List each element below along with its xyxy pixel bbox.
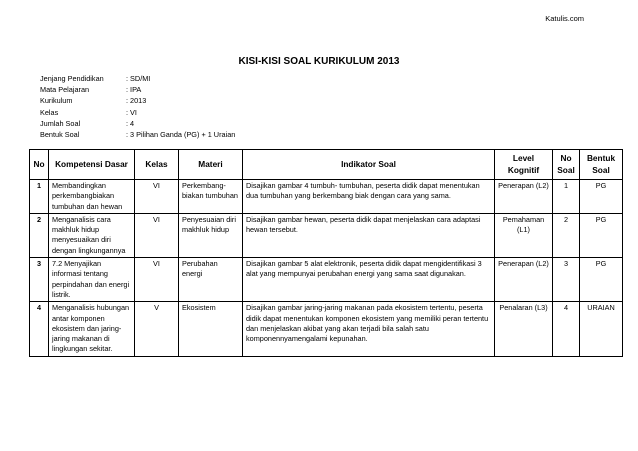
cell-indikator: Disajikan gambar 5 alat elektronik, peserta didik dapat mengidentifikasi 3 alat yang mempunyai perubahan energi yang sama saat digunakan. xyxy=(243,258,495,302)
watermark: Katulis.com xyxy=(545,14,584,23)
meta-label: Jumlah Soal xyxy=(40,118,81,128)
cell-kelas: VI xyxy=(135,258,179,302)
meta-row xyxy=(40,107,235,118)
cell-no-soal: 4 xyxy=(553,302,580,356)
table-row xyxy=(30,258,623,302)
cell-kompetensi: Membandingkan perkembangbiakan tumbuhan dan hewan xyxy=(49,180,135,214)
header-bentuk: Bentuk Soal xyxy=(580,150,623,180)
meta-value: : IPA xyxy=(126,85,142,95)
cell-materi: Perubahan energi xyxy=(179,258,243,302)
meta-label: Kelas xyxy=(40,107,59,117)
table-row xyxy=(30,180,623,214)
cell-no-soal: 2 xyxy=(553,213,580,257)
meta-label: Bentuk Soal xyxy=(40,130,80,140)
cell-materi: Penyesuaian diri makhluk hidup xyxy=(179,213,243,257)
cell-kelas: VI xyxy=(135,213,179,257)
header-kelas: Kelas xyxy=(135,150,179,180)
cell-kompetensi: Menganalisis hubungan antar komponen ekosistem dan jaring-jaring makanan di lingkungan sekitar. xyxy=(49,302,135,356)
cell-level: Penerapan (L2) xyxy=(495,180,553,214)
cell-no: 1 xyxy=(30,180,49,214)
cell-level: Penalaran (L3) xyxy=(495,302,553,356)
meta-row xyxy=(40,118,235,129)
kisi-kisi-table xyxy=(29,149,623,357)
header-indikator: Indikator Soal xyxy=(243,150,495,180)
document-title: KISI-KISI SOAL KURIKULUM 2013 xyxy=(238,56,400,67)
meta-value: : 4 xyxy=(126,118,135,128)
meta-row xyxy=(40,129,235,140)
cell-materi: Ekosistem xyxy=(179,302,243,356)
meta-value: : 2013 xyxy=(126,96,147,106)
cell-no: 4 xyxy=(30,302,49,356)
meta-label: Kurikulum xyxy=(40,96,73,106)
cell-kelas: V xyxy=(135,302,179,356)
cell-no-soal: 1 xyxy=(553,180,580,214)
cell-level: Pemahaman (L1) xyxy=(495,213,553,257)
document-metadata xyxy=(40,73,235,140)
table-row xyxy=(30,213,623,257)
table-row xyxy=(30,302,623,356)
meta-row xyxy=(40,73,235,84)
cell-kompetensi: 7.2 Menyajikan informasi tentang perpindahan dan energi listrik. xyxy=(49,258,135,302)
cell-indikator: Disajikan gambar 4 tumbuh- tumbuhan, peserta didik dapat menentukan dua tumbuhan yang berkembang biak dengan cara yang sama. xyxy=(243,180,495,214)
meta-value: : SD/MI xyxy=(126,74,151,83)
cell-no: 3 xyxy=(30,258,49,302)
meta-label: Mata Pelajaran xyxy=(40,85,90,95)
header-materi: Materi xyxy=(179,150,243,180)
meta-row xyxy=(40,84,235,95)
header-level: Level Kognitif xyxy=(495,150,553,180)
cell-bentuk: PG xyxy=(580,213,623,257)
meta-row xyxy=(40,95,235,106)
meta-value: : VI xyxy=(126,107,137,117)
header-kompetensi: Kompetensi Dasar xyxy=(49,150,135,180)
table-header-row xyxy=(30,150,623,180)
cell-indikator: Disajikan gambar hewan, peserta didik dapat menjelaskan cara adaptasi hewan tersebut. xyxy=(243,213,495,257)
cell-bentuk: PG xyxy=(580,258,623,302)
cell-bentuk: PG xyxy=(580,180,623,214)
header-no-soal: No Soal xyxy=(553,150,580,180)
header-no: No xyxy=(30,150,49,180)
cell-materi: Perkembang-biakan tumbuhan xyxy=(179,180,243,214)
cell-kelas: VI xyxy=(135,180,179,214)
meta-label: Jenjang Pendidikan xyxy=(40,74,104,83)
cell-level: Penerapan (L2) xyxy=(495,258,553,302)
cell-bentuk: URAIAN xyxy=(580,302,623,356)
cell-no-soal: 3 xyxy=(553,258,580,302)
meta-value: : 3 Pilihan Ganda (PG) + 1 Uraian xyxy=(126,130,236,140)
cell-kompetensi: Menganalisis cara makhluk hidup menyesuaikan diri dengan lingkungannya xyxy=(49,213,135,257)
cell-indikator: Disajikan gambar jaring-jaring makanan pada ekosistem tertentu, peserta didik dapat menentukan komponen ekosistem yang memiliki peran tertentu dan menjelaskan akibat yang akan terjadi bila salah satu komponennyamengalami kepunahan. xyxy=(243,302,495,356)
cell-no: 2 xyxy=(30,213,49,257)
